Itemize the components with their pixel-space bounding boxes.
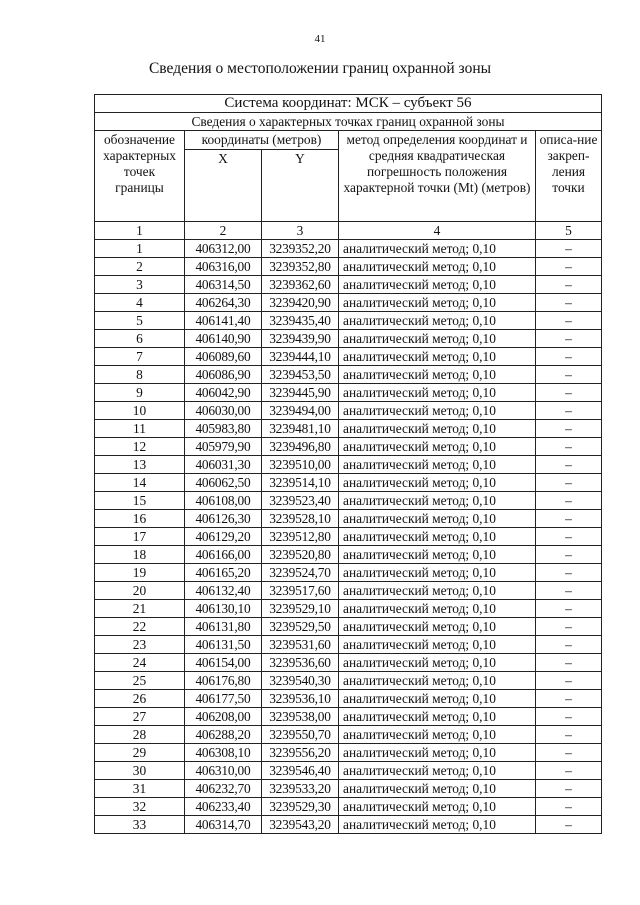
header-x: X <box>185 150 262 222</box>
cell-description: – <box>536 312 602 330</box>
cell-description: – <box>536 384 602 402</box>
cell-y: 3239520,80 <box>262 546 339 564</box>
cell-point-number: 24 <box>95 654 185 672</box>
cell-description: – <box>536 546 602 564</box>
cell-description: – <box>536 420 602 438</box>
cell-method: аналитический метод; 0,10 <box>339 672 536 690</box>
cell-method: аналитический метод; 0,10 <box>339 456 536 474</box>
cell-y: 3239529,10 <box>262 600 339 618</box>
cell-description: – <box>536 654 602 672</box>
cell-point-number: 15 <box>95 492 185 510</box>
cell-description: – <box>536 816 602 834</box>
cell-point-number: 14 <box>95 474 185 492</box>
cell-method: аналитический метод; 0,10 <box>339 636 536 654</box>
cell-x: 406129,20 <box>185 528 262 546</box>
cell-x: 406308,10 <box>185 744 262 762</box>
cell-method: аналитический метод; 0,10 <box>339 240 536 258</box>
cell-description: – <box>536 294 602 312</box>
cell-x: 405983,80 <box>185 420 262 438</box>
cell-method: аналитический метод; 0,10 <box>339 366 536 384</box>
cell-method: аналитический метод; 0,10 <box>339 492 536 510</box>
table-row <box>95 456 602 474</box>
cell-x: 406314,70 <box>185 816 262 834</box>
cell-method: аналитический метод; 0,10 <box>339 744 536 762</box>
cell-y: 3239533,20 <box>262 780 339 798</box>
cell-description: – <box>536 474 602 492</box>
cell-method: аналитический метод; 0,10 <box>339 816 536 834</box>
cell-x: 406316,00 <box>185 258 262 276</box>
header-y: Y <box>262 150 339 222</box>
cell-description: – <box>536 492 602 510</box>
cell-description: – <box>536 672 602 690</box>
table-row <box>95 780 602 798</box>
cell-point-number: 23 <box>95 636 185 654</box>
table-row <box>95 276 602 294</box>
cell-y: 3239352,80 <box>262 258 339 276</box>
cell-point-number: 26 <box>95 690 185 708</box>
cell-y: 3239435,40 <box>262 312 339 330</box>
cell-x: 406132,40 <box>185 582 262 600</box>
cell-x: 406165,20 <box>185 564 262 582</box>
table-row <box>95 744 602 762</box>
header-coordinates: координаты (метров) <box>185 131 339 150</box>
cell-method: аналитический метод; 0,10 <box>339 294 536 312</box>
cell-description: – <box>536 582 602 600</box>
table-row <box>95 312 602 330</box>
cell-y: 3239496,80 <box>262 438 339 456</box>
cell-method: аналитический метод; 0,10 <box>339 654 536 672</box>
cell-method: аналитический метод; 0,10 <box>339 762 536 780</box>
cell-x: 406140,90 <box>185 330 262 348</box>
cell-y: 3239514,10 <box>262 474 339 492</box>
cell-y: 3239420,90 <box>262 294 339 312</box>
cell-description: – <box>536 240 602 258</box>
cell-point-number: 6 <box>95 330 185 348</box>
points-info-label: Сведения о характерных точках границ охранной зоны <box>95 113 602 131</box>
cell-y: 3239556,20 <box>262 744 339 762</box>
cell-y: 3239524,70 <box>262 564 339 582</box>
cell-description: – <box>536 438 602 456</box>
cell-y: 3239536,10 <box>262 690 339 708</box>
coordinate-system-row <box>95 95 602 113</box>
header-row-1 <box>95 131 602 150</box>
cell-y: 3239550,70 <box>262 726 339 744</box>
cell-y: 3239362,60 <box>262 276 339 294</box>
table-row <box>95 474 602 492</box>
cell-y: 3239523,40 <box>262 492 339 510</box>
cell-x: 406233,40 <box>185 798 262 816</box>
cell-method: аналитический метод; 0,10 <box>339 348 536 366</box>
cell-x: 406208,00 <box>185 708 262 726</box>
cell-y: 3239453,50 <box>262 366 339 384</box>
table-row <box>95 438 602 456</box>
table-row <box>95 690 602 708</box>
cell-x: 406126,30 <box>185 510 262 528</box>
cell-y: 3239546,40 <box>262 762 339 780</box>
cell-description: – <box>536 258 602 276</box>
table-row <box>95 240 602 258</box>
cell-x: 406310,00 <box>185 762 262 780</box>
cell-x: 406030,00 <box>185 402 262 420</box>
cell-y: 3239517,60 <box>262 582 339 600</box>
cell-method: аналитический метод; 0,10 <box>339 546 536 564</box>
cell-method: аналитический метод; 0,10 <box>339 330 536 348</box>
cell-method: аналитический метод; 0,10 <box>339 402 536 420</box>
cell-y: 3239529,50 <box>262 618 339 636</box>
cell-description: – <box>536 456 602 474</box>
cell-y: 3239540,30 <box>262 672 339 690</box>
cell-point-number: 25 <box>95 672 185 690</box>
cell-y: 3239444,10 <box>262 348 339 366</box>
cell-point-number: 33 <box>95 816 185 834</box>
cell-method: аналитический метод; 0,10 <box>339 600 536 618</box>
cell-method: аналитический метод; 0,10 <box>339 780 536 798</box>
table-row <box>95 798 602 816</box>
cell-method: аналитический метод; 0,10 <box>339 582 536 600</box>
table-row <box>95 510 602 528</box>
cell-method: аналитический метод; 0,10 <box>339 690 536 708</box>
cell-point-number: 10 <box>95 402 185 420</box>
cell-method: аналитический метод; 0,10 <box>339 510 536 528</box>
cell-y: 3239528,10 <box>262 510 339 528</box>
cell-point-number: 12 <box>95 438 185 456</box>
cell-x: 406154,00 <box>185 654 262 672</box>
cell-y: 3239531,60 <box>262 636 339 654</box>
table-row <box>95 762 602 780</box>
column-number: 1 <box>95 222 185 240</box>
cell-y: 3239352,20 <box>262 240 339 258</box>
cell-description: – <box>536 798 602 816</box>
cell-y: 3239510,00 <box>262 456 339 474</box>
table-row <box>95 330 602 348</box>
cell-y: 3239543,20 <box>262 816 339 834</box>
cell-y: 3239512,80 <box>262 528 339 546</box>
cell-x: 406062,50 <box>185 474 262 492</box>
cell-x: 406089,60 <box>185 348 262 366</box>
cell-method: аналитический метод; 0,10 <box>339 726 536 744</box>
cell-x: 406177,50 <box>185 690 262 708</box>
cell-point-number: 18 <box>95 546 185 564</box>
column-number-row <box>95 222 602 240</box>
cell-point-number: 27 <box>95 708 185 726</box>
cell-x: 406031,30 <box>185 456 262 474</box>
cell-point-number: 21 <box>95 600 185 618</box>
cell-description: – <box>536 366 602 384</box>
cell-description: – <box>536 744 602 762</box>
table-row <box>95 654 602 672</box>
table-row <box>95 636 602 654</box>
cell-point-number: 13 <box>95 456 185 474</box>
cell-method: аналитический метод; 0,10 <box>339 384 536 402</box>
cell-x: 406314,50 <box>185 276 262 294</box>
cell-description: – <box>536 330 602 348</box>
cell-x: 406176,80 <box>185 672 262 690</box>
cell-description: – <box>536 528 602 546</box>
cell-method: аналитический метод; 0,10 <box>339 276 536 294</box>
cell-y: 3239445,90 <box>262 384 339 402</box>
table-row <box>95 546 602 564</box>
cell-x: 406288,20 <box>185 726 262 744</box>
coordinate-system-label: Система координат: МСК – субъект 56 <box>95 95 602 113</box>
cell-point-number: 4 <box>95 294 185 312</box>
cell-y: 3239439,90 <box>262 330 339 348</box>
table-row <box>95 618 602 636</box>
table-row <box>95 708 602 726</box>
cell-description: – <box>536 708 602 726</box>
cell-method: аналитический метод; 0,10 <box>339 438 536 456</box>
table-row <box>95 726 602 744</box>
coordinates-table <box>94 94 602 834</box>
cell-method: аналитический метод; 0,10 <box>339 564 536 582</box>
cell-description: – <box>536 618 602 636</box>
cell-description: – <box>536 762 602 780</box>
cell-point-number: 32 <box>95 798 185 816</box>
cell-description: – <box>536 636 602 654</box>
cell-y: 3239529,30 <box>262 798 339 816</box>
cell-x: 406141,40 <box>185 312 262 330</box>
header-point-designation: обозначение характерных точек границы <box>95 131 185 222</box>
cell-description: – <box>536 780 602 798</box>
table-row <box>95 564 602 582</box>
cell-description: – <box>536 690 602 708</box>
cell-method: аналитический метод; 0,10 <box>339 258 536 276</box>
table-row <box>95 582 602 600</box>
document-title: Сведения о местоположении границ охранной зоны <box>148 60 492 77</box>
column-number: 4 <box>339 222 536 240</box>
cell-description: – <box>536 510 602 528</box>
table-row <box>95 384 602 402</box>
cell-point-number: 22 <box>95 618 185 636</box>
cell-x: 406086,90 <box>185 366 262 384</box>
cell-x: 406131,80 <box>185 618 262 636</box>
cell-point-number: 30 <box>95 762 185 780</box>
cell-y: 3239538,00 <box>262 708 339 726</box>
cell-method: аналитический метод; 0,10 <box>339 798 536 816</box>
cell-x: 406130,10 <box>185 600 262 618</box>
cell-method: аналитический метод; 0,10 <box>339 420 536 438</box>
cell-description: – <box>536 726 602 744</box>
cell-y: 3239494,00 <box>262 402 339 420</box>
table-row <box>95 348 602 366</box>
table-row <box>95 294 602 312</box>
table-row <box>95 420 602 438</box>
cell-x: 406232,70 <box>185 780 262 798</box>
header-description: описа-ние закреп-ления точки <box>536 131 602 222</box>
column-number: 5 <box>536 222 602 240</box>
header-method: метод определения координат и средняя квадратическая погрешность положения характерной точки (Mt) (метров) <box>339 131 536 222</box>
table-row <box>95 600 602 618</box>
cell-method: аналитический метод; 0,10 <box>339 312 536 330</box>
cell-method: аналитический метод; 0,10 <box>339 618 536 636</box>
cell-x: 406264,30 <box>185 294 262 312</box>
cell-x: 406042,90 <box>185 384 262 402</box>
cell-point-number: 3 <box>95 276 185 294</box>
cell-description: – <box>536 348 602 366</box>
table-row <box>95 492 602 510</box>
cell-method: аналитический метод; 0,10 <box>339 528 536 546</box>
table-row <box>95 402 602 420</box>
cell-point-number: 8 <box>95 366 185 384</box>
cell-point-number: 5 <box>95 312 185 330</box>
cell-method: аналитический метод; 0,10 <box>339 474 536 492</box>
cell-point-number: 11 <box>95 420 185 438</box>
points-info-row <box>95 113 602 131</box>
column-number: 2 <box>185 222 262 240</box>
cell-y: 3239481,10 <box>262 420 339 438</box>
cell-point-number: 7 <box>95 348 185 366</box>
cell-y: 3239536,60 <box>262 654 339 672</box>
cell-point-number: 16 <box>95 510 185 528</box>
cell-method: аналитический метод; 0,10 <box>339 708 536 726</box>
cell-x: 406108,00 <box>185 492 262 510</box>
cell-description: – <box>536 564 602 582</box>
column-number: 3 <box>262 222 339 240</box>
cell-point-number: 20 <box>95 582 185 600</box>
coordinates-table-body <box>95 95 602 834</box>
cell-description: – <box>536 276 602 294</box>
cell-point-number: 31 <box>95 780 185 798</box>
cell-description: – <box>536 402 602 420</box>
page-number: 41 <box>314 33 326 45</box>
cell-x: 406131,50 <box>185 636 262 654</box>
cell-x: 405979,90 <box>185 438 262 456</box>
cell-point-number: 9 <box>95 384 185 402</box>
cell-description: – <box>536 600 602 618</box>
table-row <box>95 816 602 834</box>
table-row <box>95 366 602 384</box>
cell-point-number: 19 <box>95 564 185 582</box>
table-row <box>95 672 602 690</box>
table-row <box>95 258 602 276</box>
cell-x: 406312,00 <box>185 240 262 258</box>
cell-point-number: 28 <box>95 726 185 744</box>
cell-point-number: 29 <box>95 744 185 762</box>
cell-point-number: 1 <box>95 240 185 258</box>
cell-point-number: 2 <box>95 258 185 276</box>
cell-x: 406166,00 <box>185 546 262 564</box>
cell-point-number: 17 <box>95 528 185 546</box>
table-row <box>95 528 602 546</box>
